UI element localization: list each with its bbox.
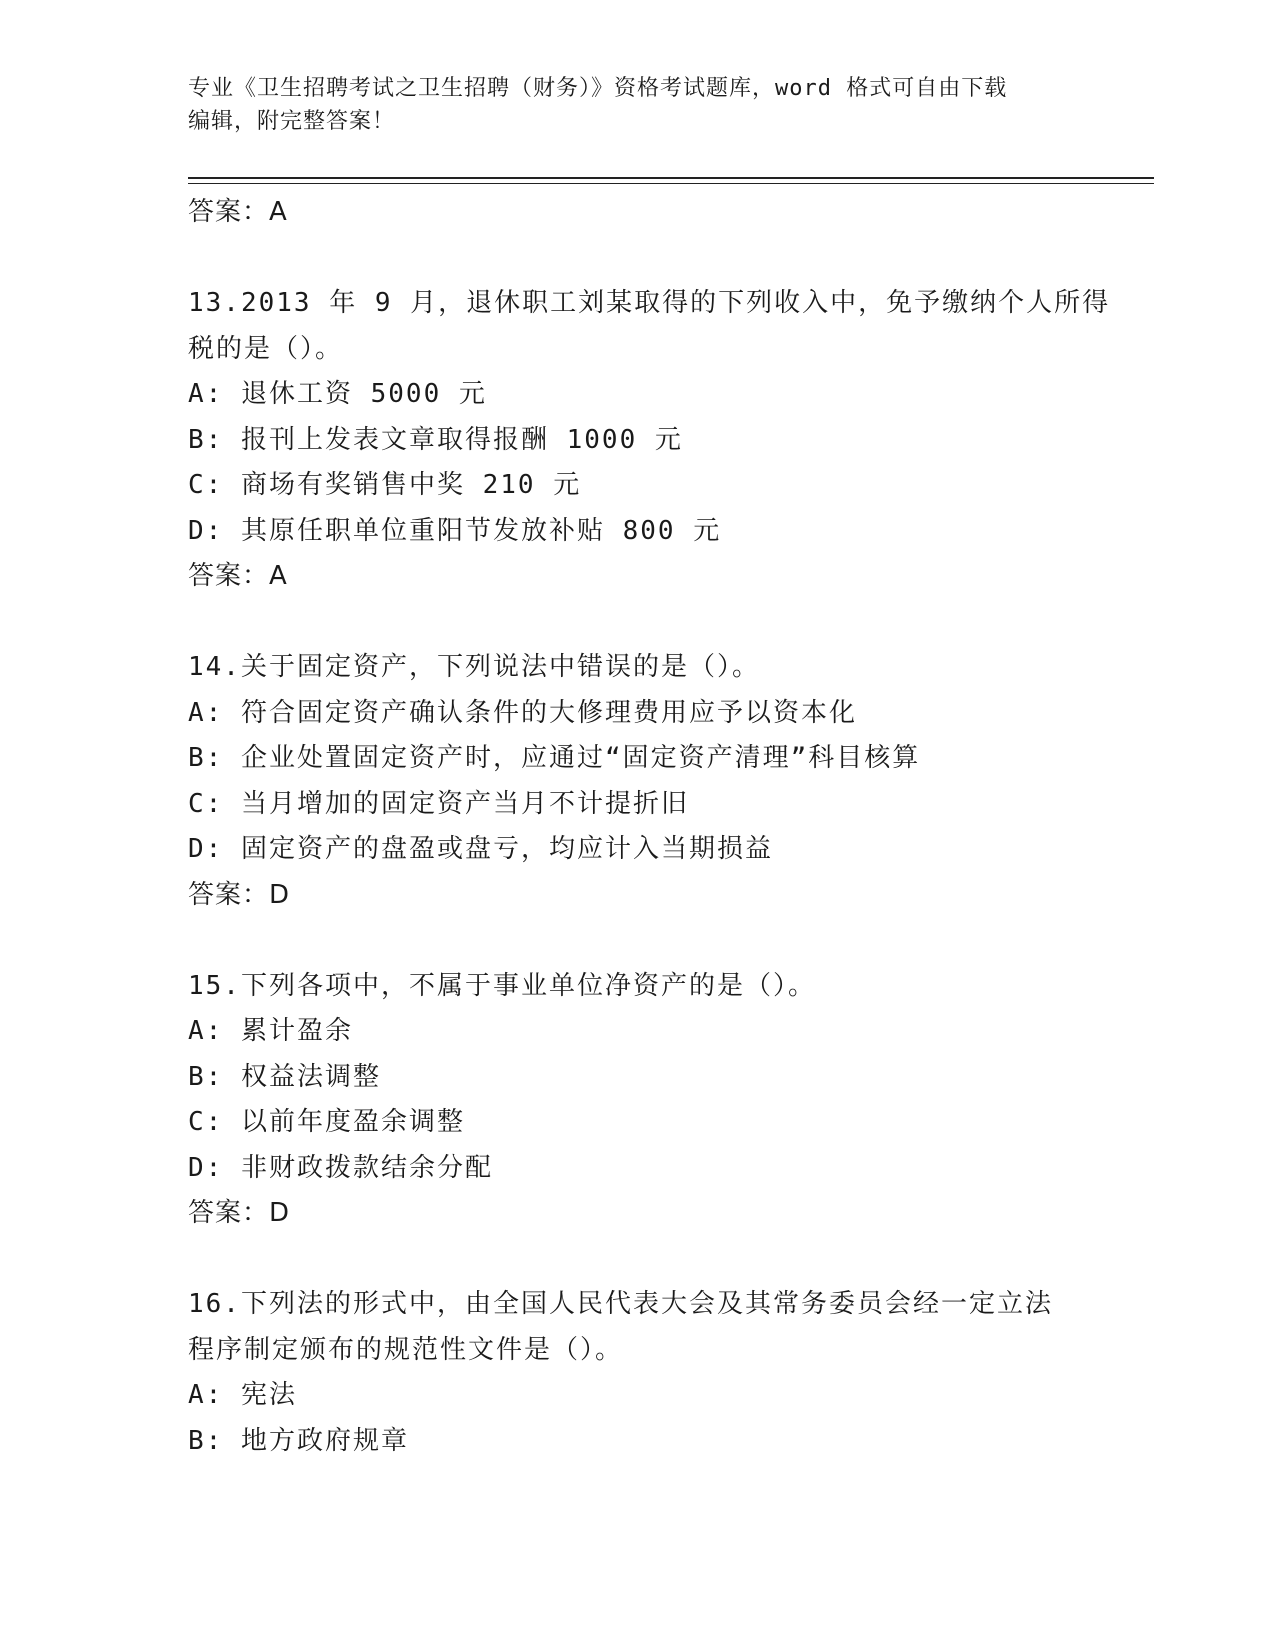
option-b: B: 企业处置固定资产时，应通过“固定资产清理”科目核算 (188, 743, 921, 773)
spacer (188, 600, 1088, 646)
header-rule-thick (188, 177, 1154, 179)
option-b: B: 报刊上发表文章取得报酬 1000 元 (188, 424, 683, 455)
option-c: C: 商场有奖销售中奖 210 元 (188, 470, 582, 500)
header-line-2: 编辑，附完整答案！ (188, 109, 396, 134)
question-15 (188, 964, 1088, 1237)
option-c: C: 当月增加的固定资产当月不计提折旧 (188, 788, 689, 819)
answer-label: 答案：A (188, 561, 288, 591)
question-stem: 14.关于固定资产，下列说法中错误的是（）。 (188, 652, 760, 682)
question-stem: 13.2013 年 9 月，退休职工刘某取得的下列收入中，免予缴纳个人所得 (188, 288, 1111, 318)
option-a: A: 退休工资 5000 元 (188, 379, 487, 409)
question-list (188, 190, 1111, 1464)
option-a: A: 宪法 (188, 1380, 297, 1410)
option-c: C: 以前年度盈余调整 (188, 1107, 465, 1137)
answer-label: 答案：D (188, 879, 291, 910)
option-d: D: 固定资产的盘盈或盘亏，均应计入当期损益 (188, 834, 773, 864)
question-stem: 程序制定颁布的规范性文件是（）。 (188, 1334, 624, 1365)
question-13 (188, 281, 1111, 600)
spacer (188, 1237, 1088, 1283)
option-a: A: 符合固定资产确认条件的大修理费用应予以资本化 (188, 697, 857, 728)
spacer (188, 918, 1088, 964)
spacer (188, 236, 1088, 282)
question-14 (188, 645, 1088, 918)
document-header (188, 72, 1068, 138)
option-a: A: 累计盈余 (188, 1016, 353, 1046)
option-b: B: 地方政府规章 (188, 1425, 409, 1456)
option-d: D: 非财政拨款结余分配 (188, 1152, 493, 1183)
question-stem: 15.下列各项中，不属于事业单位净资产的是（）。 (188, 970, 816, 1001)
answer-label: 答案：A (188, 197, 288, 227)
header-rule-thin (188, 183, 1154, 184)
option-b: B: 权益法调整 (188, 1061, 381, 1092)
question-16 (188, 1282, 1088, 1464)
header-line-1: 专业《卫生招聘考试之卫生招聘（财务）》资格考试题库，word 格式可自由下载 (188, 76, 1008, 101)
question-stem: 16.下列法的形式中，由全国人民代表大会及其常务委员会经一定立法 (188, 1289, 1053, 1319)
question-stem: 税的是（）。 (188, 333, 344, 364)
option-d: D: 其原任职单位重阳节发放补贴 800 元 (188, 515, 722, 546)
answer-label: 答案：D (188, 1198, 291, 1228)
